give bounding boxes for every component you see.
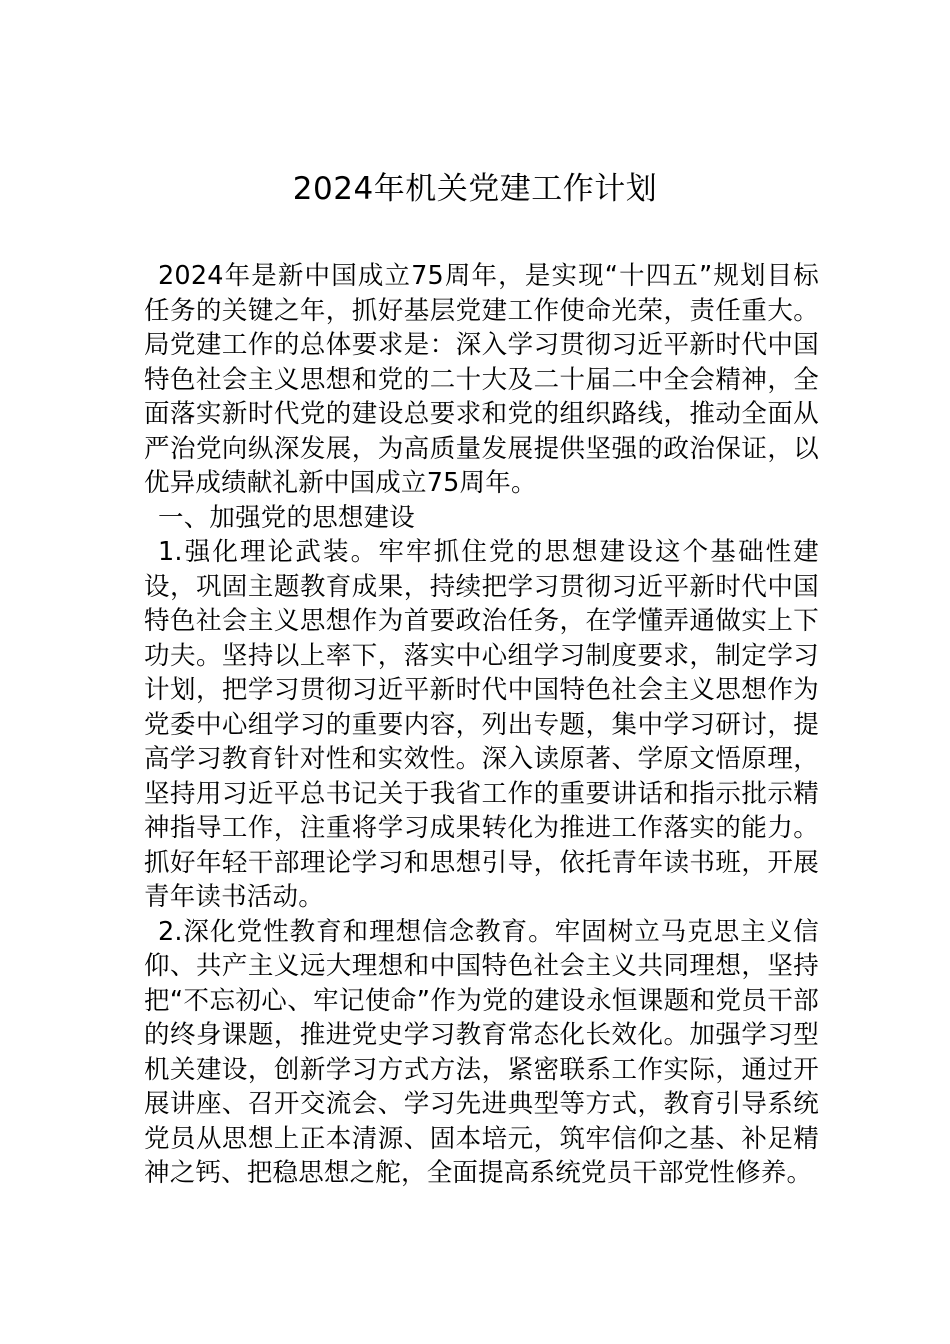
document-body [144, 259, 819, 1191]
section-heading-1: 一、加强党的思想建设 [158, 502, 416, 533]
intro-paragraph: 2024年是新中国成立75周年，是实现“十四五”规划目标任务的关键之年，抓好基层党建工作使命光荣，责任重大。局党建工作的总体要求是：深入学习贯彻习近平新时代中国特色社会主义思想和党的二十大及二十届二中全会精神，全面落实新时代党的建设总要求和党的组织路线，推动全面从严治党向纵深发展，为高质量发展提供坚强的政治保证，以优异成绩献礼新中国成立75周年。 [144, 261, 819, 498]
item-paragraph-1: 1.强化理论武装。牢牢抓住党的思想建设这个基础性建设，巩固主题教育成果，持续把学习贯彻习近平新时代中国特色社会主义思想作为首要政治任务，在学懂弄通做实上下功夫。坚持以上率下，落实中心组学习制度要求，制定学习计划，把学习贯彻习近平新时代中国特色社会主义思想作为党委中心组学习的重要内容，列出专题，集中学习研讨，提高学习教育针对性和实效性。深入读原著、学原文悟原理，坚持用习近平总书记关于我省工作的重要讲话和指示批示精神指导工作，注重将学习成果转化为推进工作落实的能力。抓好年轻干部理论学习和思想引导，依托青年读书班，开展青年读书活动。 [144, 537, 819, 912]
document-title: 2024年机关党建工作计划 [292, 171, 658, 207]
item-paragraph-2: 2.深化党性教育和理想信念教育。牢固树立马克思主义信仰、共产主义远大理想和中国特色社会主义共同理想，坚持把“不忘初心、牢记使命”作为党的建设永恒课题和党员干部的终身课题，推进党史学习教育常态化长效化。加强学习型机关建设，创新学习方式方法，紧密联系工作实际，通过开展讲座、召开交流会、学习先进典型等方式，教育引导系统党员从思想上正本清源、固本培元，筑牢信仰之基、补足精神之钙、把稳思想之舵，全面提高系统党员干部党性修养。 [144, 916, 819, 1188]
